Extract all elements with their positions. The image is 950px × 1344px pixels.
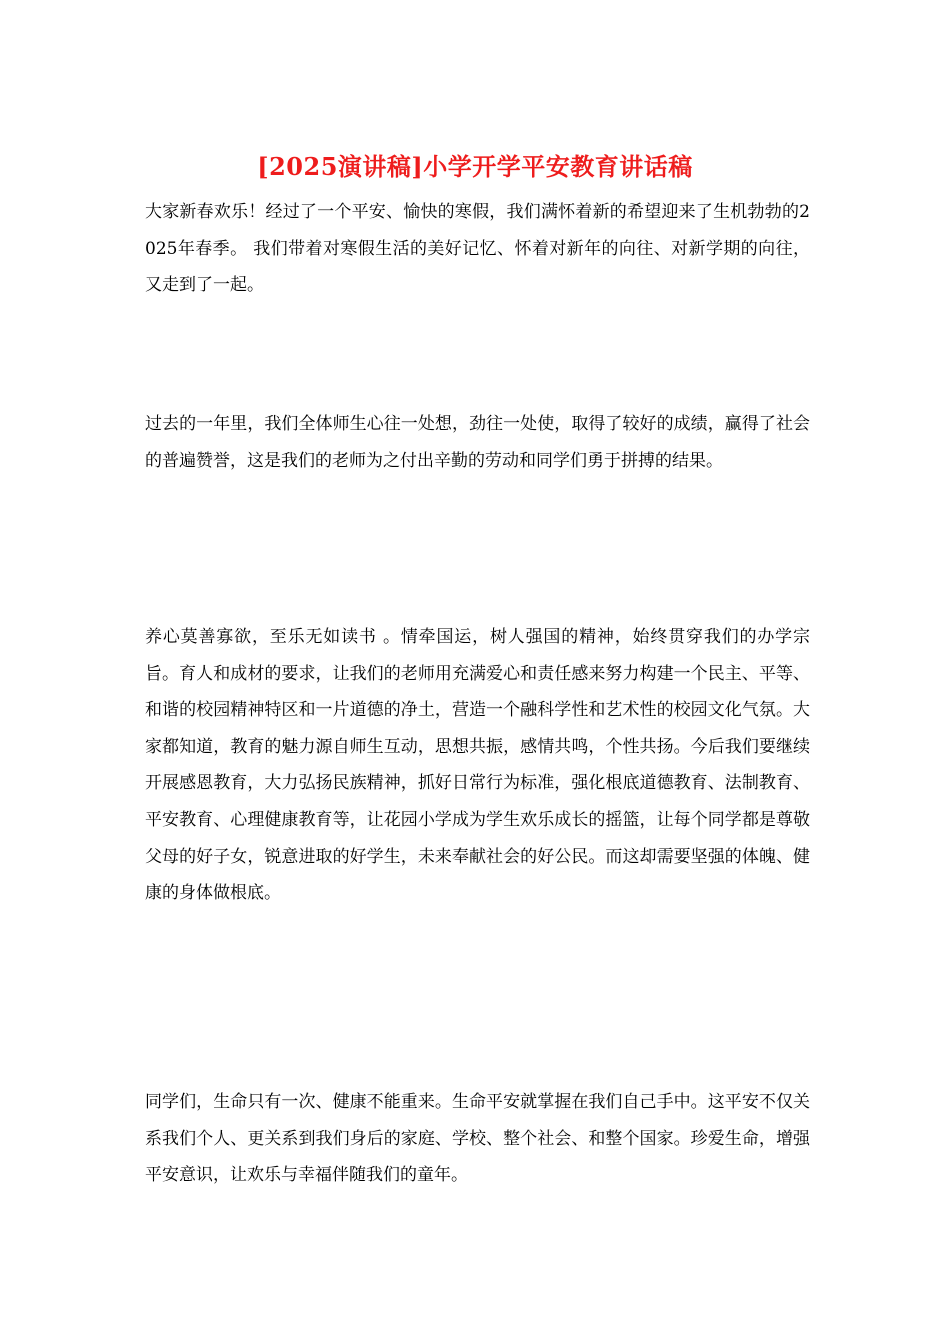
paragraph-greeting: 大家新春欢乐！经过了一个平安、愉快的寒假，我们满怀着新的希望迎来了生机勃勃的2025年春季。 我们带着对寒假生活的美好记忆、怀着对新年的向往、对新学期的向往，又走到了一起。 <box>145 202 810 296</box>
paragraph-safety: 同学们，生命只有一次、健康不能重来。生命平安就掌握在我们自己手中。这平安不仅关系我们个人、更关系到我们身后的家庭、学校、整个社会、和整个国家。珍爱生命，增强平安意识，让欢乐与幸福伴随我们的童年。 <box>145 1092 810 1186</box>
paragraph-past-year: 过去的一年里，我们全体师生心往一处想，劲往一处使，取得了较好的成绩，赢得了社会的普遍赞誉，这是我们的老师为之付出辛勤的劳动和同学们勇于拼搏的结果。 <box>145 414 810 471</box>
paragraph-school-mission: 养心莫善寡欲，至乐无如读书 。情牵国运，树人强国的精神，始终贯穿我们的办学宗旨。育人和成材的要求，让我们的老师用充满爱心和责任感来努力构建一个民主、平等、和谐的校园精神特区和一片道德的净土，营造一个融科学性和艺术性的校园文化气氛。大家都知道，教育的魅力源自师生互动，思想共振，感情共鸣，个性共扬。今后我们要继续开展感恩教育，大力弘扬民族精神，抓好日常行为标准，强化根底道德教育、法制教育、平安教育、心理健康教育等，让花园小学成为学生欢乐成长的摇篮，让每个同学都是尊敬父母的好子女，锐意进取的好学生，未来奉献社会的好公民。而这却需要坚强的体魄、健康的身体做根底。 <box>145 627 810 904</box>
document-title: [2025演讲稿]小学开学平安教育讲话稿 <box>257 152 693 181</box>
